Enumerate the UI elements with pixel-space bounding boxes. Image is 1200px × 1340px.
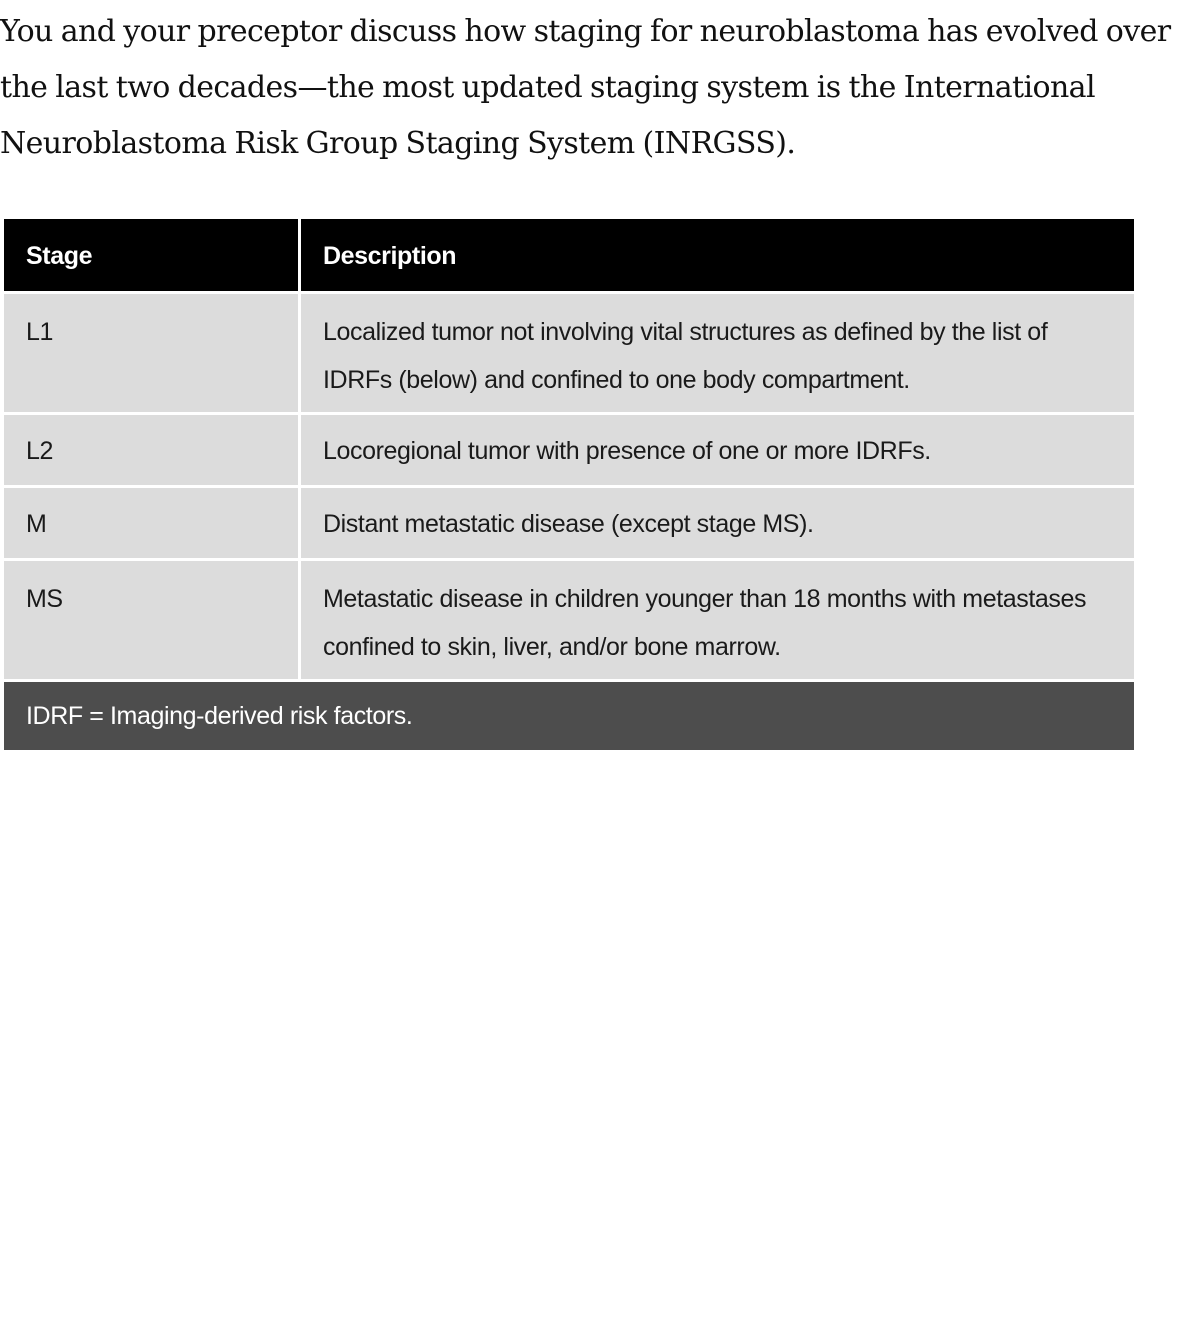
intro-paragraph: You and your preceptor discuss how staging for neuroblastoma has evolved over the last two decades—the most updated staging system is the International Neuroblastoma Risk Group Staging System (INRGSS). [0,14,1171,161]
description-cell: Metastatic disease in children younger than 18 months with metastases confined to skin, liver, and/or bone marrow. [301,561,1134,679]
table-body [4,294,1134,679]
column-header-stage: Stage [4,219,298,291]
footnote-row [4,682,1134,750]
table-row [4,488,1134,558]
table-row [4,294,1134,412]
stage-cell: MS [4,561,298,679]
description-cell: Localized tumor not involving vital structures as defined by the list of IDRFs (below) and confined to one body compartment. [301,294,1134,412]
header-row [4,219,1134,291]
staging-table-container [1,216,1137,753]
description-cell: Distant metastatic disease (except stage MS). [301,488,1134,558]
footnote: IDRF = Imaging-derived risk factors. [4,682,1134,750]
stage-cell: L2 [4,415,298,485]
stage-cell: M [4,488,298,558]
table-row [4,415,1134,485]
inrgss-staging-table [1,216,1137,753]
table-header [4,219,1134,291]
description-cell: Locoregional tumor with presence of one or more IDRFs. [301,415,1134,485]
table-footer [4,682,1134,750]
stage-cell: L1 [4,294,298,412]
column-header-description: Description [301,219,1134,291]
table-row [4,561,1134,679]
